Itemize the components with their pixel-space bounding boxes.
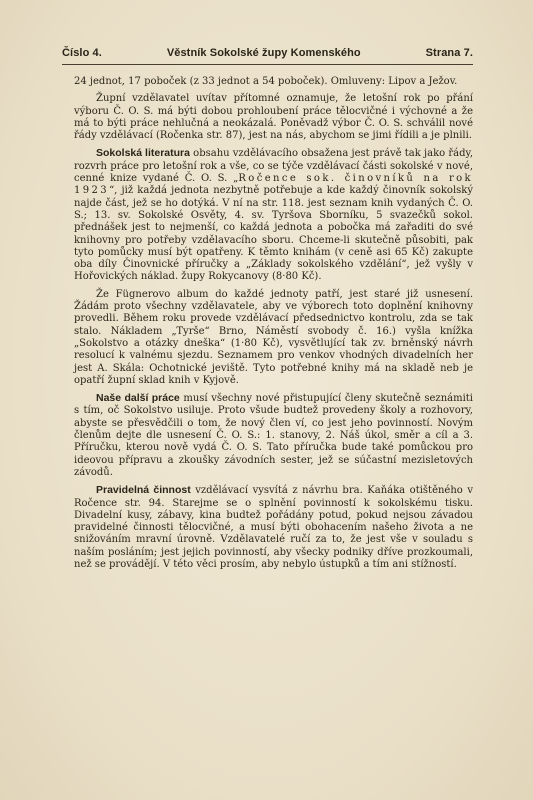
paragraph-text: vzdělávací vysvítá z návrhu bra. Kaňáka otištěného v Ročence str. 94. Starejme se o splnění povinností k sokolskému tisku. Divadelní kusy, zábavy, kina budtež pořádány potud, pokud nejsou závadou pravidelné činnosti tělocvičné, a musí býti obohacením našeho života a ne snižováním mravní úrovně. Vzdělavatelé ručí za to, že jest vše v souladu s naším posláním; jest jejich povinností, aby všecky podniky dříve prozkoumali, než se provádějí. V této věci prosím, aby nebylo ústupků a tím ani stížností. [74, 485, 473, 570]
paragraph-attendance: 24 jednot, 17 poboček (z 33 jednot a 54 poboček). Omluveny: Lipov a Ježov. [74, 76, 458, 87]
paragraph-further-work [74, 392, 473, 479]
paragraph-text: “, již každá jednota nezbytně potřebuje a kde každý činovník sokolský najde část, jež se ho dotýká. V ní na str. 118. jest seznam knih vydaných Č. O. S.; 13. sv. Sokolské Osvěty, 4. sv. Tyršova Sborníku, 5 svazečků sokol. přednášek jest to nejmenší, co každá jednota a pobočka má zařaditi do své knihovny pro potřeby vzdělavacího sboru. Chceme-li skutečně působiti, pak tyto pomůcky musí být opatřeny. K těmto knihám (v ceně asi 65 Kč) zakupte oba díly Činovnické příručky a „Základy sokolského vzdělání“, jež vyšly v Hořovických náklad. župy Rokycanovy (8·80 Kč). [74, 185, 473, 283]
article-body [74, 76, 473, 576]
section-heading-literature: Sokolská literatura [96, 147, 190, 160]
paragraph-regular-activity [74, 484, 473, 571]
journal-title: Věstník Sokolské župy Komenského [166, 47, 361, 59]
page-number: Strana 7. [425, 47, 473, 59]
book-title-spaced: Ročence sok. činovníků na rok 1923 [74, 173, 473, 197]
header-rule [62, 64, 473, 65]
paragraph-album: Že Fügnerovo album do každé jednoty patří, jest staré již usnesení. Žádám proto všechny vzdělavatele, aby ve výborech toto doplnění knihovny provedli. Během roku provede vzdělávací předsednictvo kontrolu, zda se tak stalo. Nákladem „Tyrše“ Brno, Náměstí svobody č. 16.) vyšla knížka „Sokolstvo a otázky dneška“ (1·80 Kč), vysvětlující tak zv. brněnský návrh resolucí k valnému sjezdu. Seznamem pro venkov vhodných divadelních her jest A. Skála: Ochotnické jeviště. Tyto potřebné knihy má na skladě neb je opatří župní sklad knih v Kyjově. [74, 288, 473, 386]
paragraph-text: musí všechny nové přistupující členy skutečně seznámiti s tím, oč Sokolstvo usiluje. Proto všude budtež provedeny školy a rozhovory, abyste se přesvědčili o tom, že nový člen ví, co jest jeho povinností. Novým členům dejte dle usnesení Č. O. S.: 1. stanovy, 2. Náš úkol, směr a cíl a 3. Příručku, kterou nově vydá Č. O. S. Tato příručka bude také pomůckou pro ideovou přípravu a zkoušky závodních sester, jež se súčastní mezisletových závodů. [74, 393, 473, 478]
running-header [62, 47, 473, 59]
issue-number: Číslo 4. [62, 47, 102, 59]
section-heading-regular-activity: Pravidelná činnost [96, 484, 191, 497]
paragraph-text: obsahu vzdělávacího obsažena jest právě tak jako řády, rozvrh práce pro letošní rok a vše, co se týče vzdělávací části sokolské v nové, cenné knize vydané Č. O. S. „ [74, 148, 474, 185]
paragraph-opening: Župní vzdělavatel uvítav přítomné oznamuje, že letošní rok po přání výboru Č. O. S. má býti dobou prohloubení práce tělocvičné i výchovné a že má to býti práce nehlučná a neokázalá. Poněvadž výbor Č. O. S. schválil nové řády vzdělávací (Ročenka str. 87), jest na nás, abychom se jimi řídili a je plnili. [74, 93, 473, 142]
paragraph-literature [74, 147, 473, 283]
section-heading-further-work: Naše další práce [96, 392, 180, 405]
